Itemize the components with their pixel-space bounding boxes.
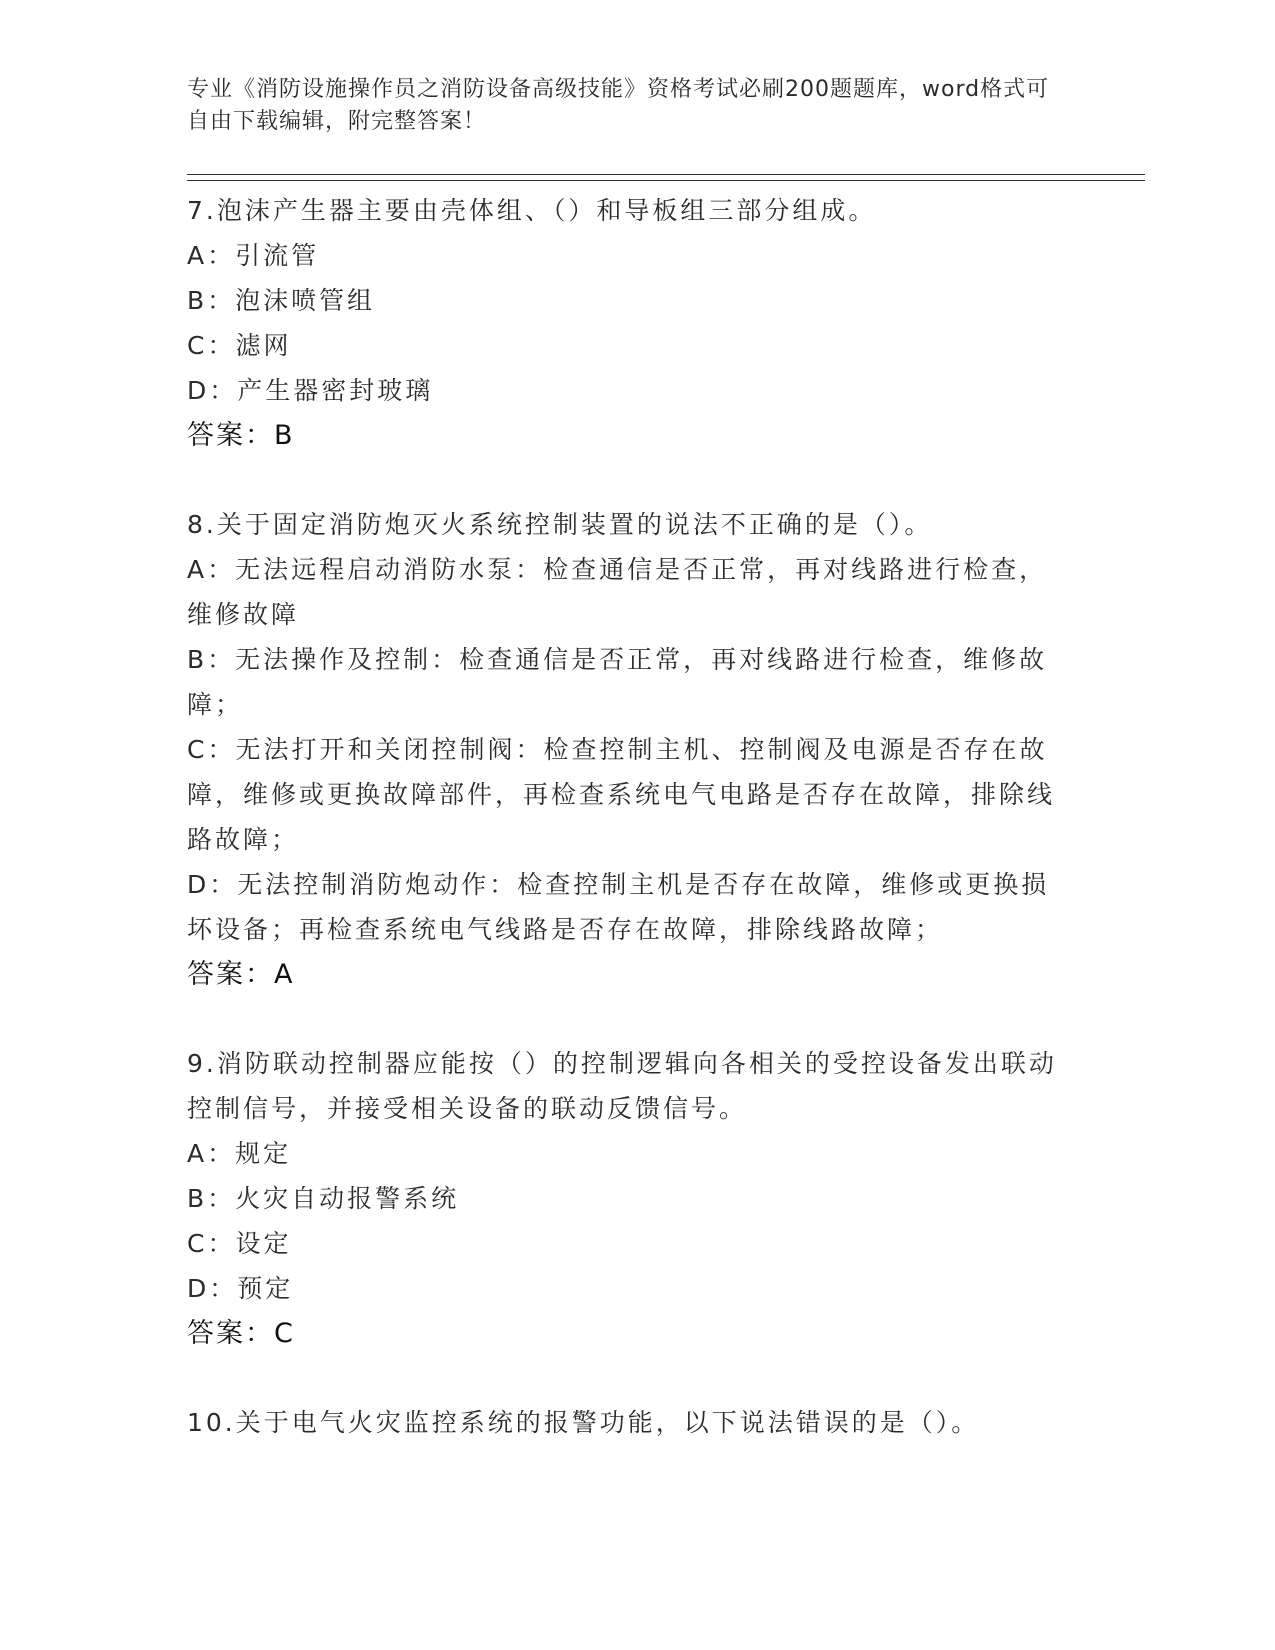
question-stem: 8.关于固定消防炮灭火系统控制装置的说法不正确的是（）。 [187, 510, 933, 539]
question-spacer [187, 1356, 1067, 1400]
option-a: A：无法远程启动消防水泵：检查通信是否正常，再对线路进行检查，维修故障 [187, 555, 1048, 629]
option-c: C：设定 [187, 1229, 292, 1258]
question-7 [187, 188, 1067, 458]
option-a: A：引流管 [187, 241, 320, 270]
question-9 [187, 1041, 1067, 1356]
option-d: D：无法控制消防炮动作：检查控制主机是否存在故障，维修或更换损坏设备；再检查系统电气线路是否存在故障，排除线路故障； [187, 870, 1050, 944]
question-10 [187, 1400, 1067, 1445]
option-d: D：预定 [187, 1274, 294, 1303]
document-header: 专业《消防设施操作员之消防设备高级技能》资格考试必刷200题题库，word格式可自由下载编辑，附完整答案！ [187, 77, 1050, 134]
header-rule-top [187, 174, 1145, 175]
answer-line: 答案：B [187, 420, 295, 451]
answer-line: 答案：A [187, 959, 295, 990]
question-spacer [187, 458, 1067, 502]
option-b: B：无法操作及控制：检查通信是否正常，再对线路进行检查，维修故障； [187, 645, 1048, 719]
header-rule-bottom [187, 180, 1145, 181]
question-stem: 10.关于电气火灾监控系统的报警功能，以下说法错误的是（）。 [187, 1408, 980, 1437]
option-c: C：滤网 [187, 331, 292, 360]
option-b: B：火灾自动报警系统 [187, 1184, 460, 1213]
question-list [187, 188, 1067, 1445]
answer-line: 答案：C [187, 1318, 295, 1349]
option-b: B：泡沫喷管组 [187, 286, 376, 315]
option-a: A：规定 [187, 1139, 292, 1168]
option-d: D：产生器密封玻璃 [187, 376, 434, 405]
question-stem: 9.消防联动控制器应能按（）的控制逻辑向各相关的受控设备发出联动控制信号，并接受相关设备的联动反馈信号。 [187, 1049, 1057, 1123]
question-8 [187, 502, 1067, 997]
question-stem: 7.泡沫产生器主要由壳体组、（）和导板组三部分组成。 [187, 196, 877, 225]
option-c: C：无法打开和关闭控制阀：检查控制主机、控制阀及电源是否存在故障，维修或更换故障部件，再检查系统电气电路是否存在故障，排除线路故障； [187, 735, 1056, 854]
question-spacer [187, 997, 1067, 1041]
